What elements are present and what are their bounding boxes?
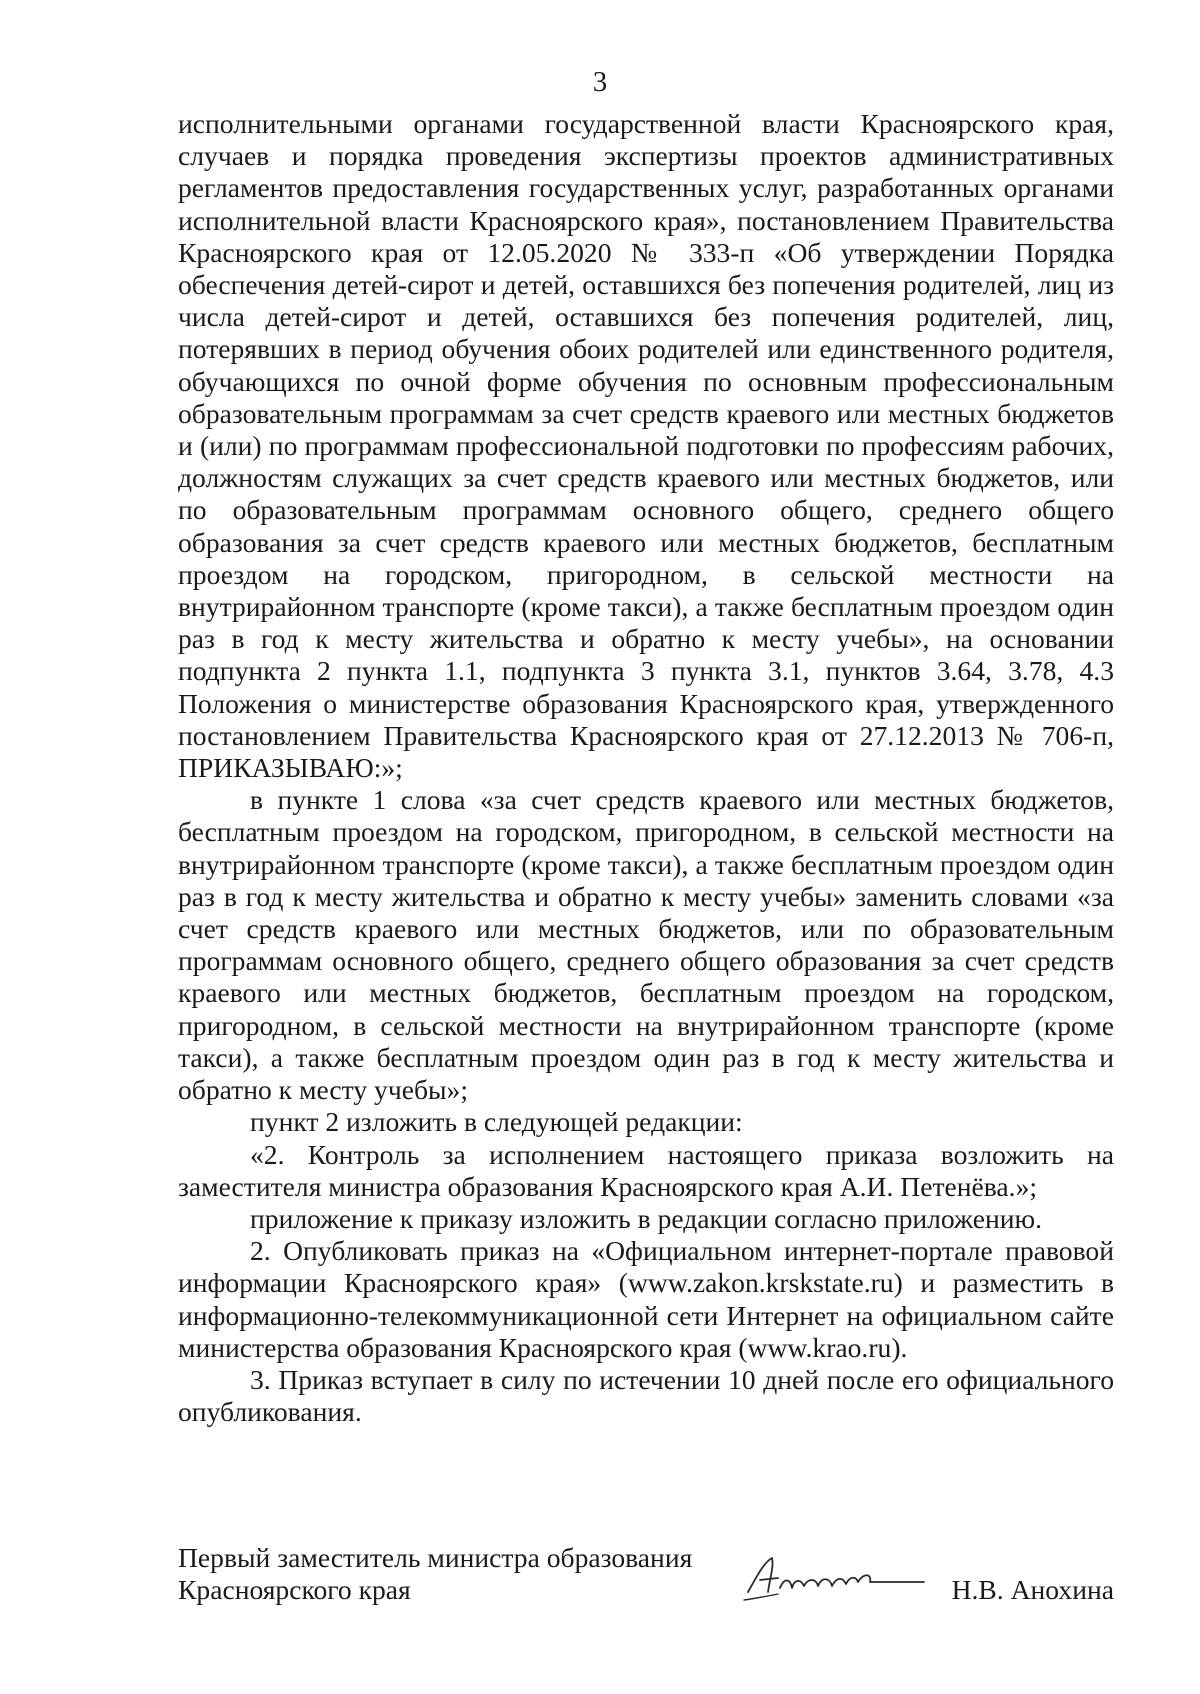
paragraph-point-1-amendment: в пункте 1 слова «за счет средств краевого или местных бюджетов, бесплатным проездом на городском, пригородном, в сельской местности на внутрирайонном транспорте (кроме такси), а также бесплатным проездом один раз в год к месту жительства и обратно к месту учебы» заменить словами «за счет средств краевого или местных бюджетов, или по образовательным программам основного общего, среднего общего образования за счет средств краевого или местных бюджетов, бесплатным проездом на городском, пригородном, в сельской местности на внутрирайонном транспорте (кроме такси), а также бесплатным проездом один раз в год к месту жительства и обратно к месту учебы»;: [178, 784, 1114, 1106]
paragraph-effective-date: 3. Приказ вступает в силу по истечении 10 дней после его официального опубликования.: [178, 1363, 1114, 1428]
paragraph-publish-order: 2. Опубликовать приказ на «Официальном интернет-портале правовой информации Красноярского края» (www.zakon.krskstate.ru) и разместить в информационно-телекоммуникационной сети Интернет на официальном сайте министерства образования Красноярского края (www.krao.ru).: [178, 1235, 1114, 1363]
paragraph-point-2-text: «2. Контроль за исполнением настоящего приказа возложить на заместителя министра образования Красноярского края А.И. Петенёва.»;: [178, 1138, 1114, 1202]
signer-title: [178, 1542, 738, 1606]
signer-title-line-1: Первый заместитель министра образования: [178, 1542, 693, 1573]
paragraph-preamble-continuation: исполнительными органами государственной власти Красноярского края, случаев и порядка проведения экспертизы проектов административных регламентов предоставления государственных услуг, разработанных органами исполнительной власти Красноярского края», постановлением Правительства Красноярского края от 12.05.2020 № 333-п «Об утверждении Порядка обеспечения детей-сирот и детей, оставшихся без попечения родителей, лиц из числа детей-сирот и детей, оставшихся без попечения родителей, лиц, потерявших в период обучения обоих родителей или единственного родителя, обучающихся по очной форме обучения по основным профессиональным образовательным программам за счет средств краевого или местных бюджетов и (или) по программам профессиональной подготовки по профессиям рабочих, должностям служащих за счет средств краевого или местных бюджетов, или по образовательным программам основного общего, среднего общего образования за счет средств краевого или местных бюджетов, бесплатным проездом на городском, пригородном, в сельской местности на внутрирайонном транспорте (кроме такси), а также бесплатным проездом один раз в год к месту жительства и обратно к месту учебы», на основании подпункта 2 пункта 1.1, подпункта 3 пункта 3.1, пунктов 3.64, 3.78, 4.3 Положения о министерстве образования Красноярского края, утвержденного постановлением Правительства Красноярского края от 27.12.2013 № 706-п, ПРИКАЗЫВАЮ:»;: [178, 108, 1114, 784]
paragraph-appendix: приложение к приказу изложить в редакции согласно приложению.: [250, 1202, 1043, 1234]
document-body: [178, 108, 1114, 1428]
handwritten-signature: [738, 1548, 928, 1608]
signature-block: [178, 1542, 1114, 1622]
paragraph-point-2-intro: пункт 2 изложить в следующей редакции:: [250, 1106, 743, 1138]
signer-name: Н.В. Анохина: [951, 1574, 1114, 1605]
signer-title-line-2: Красноярского края: [178, 1574, 411, 1606]
page-number: 3: [592, 66, 608, 98]
